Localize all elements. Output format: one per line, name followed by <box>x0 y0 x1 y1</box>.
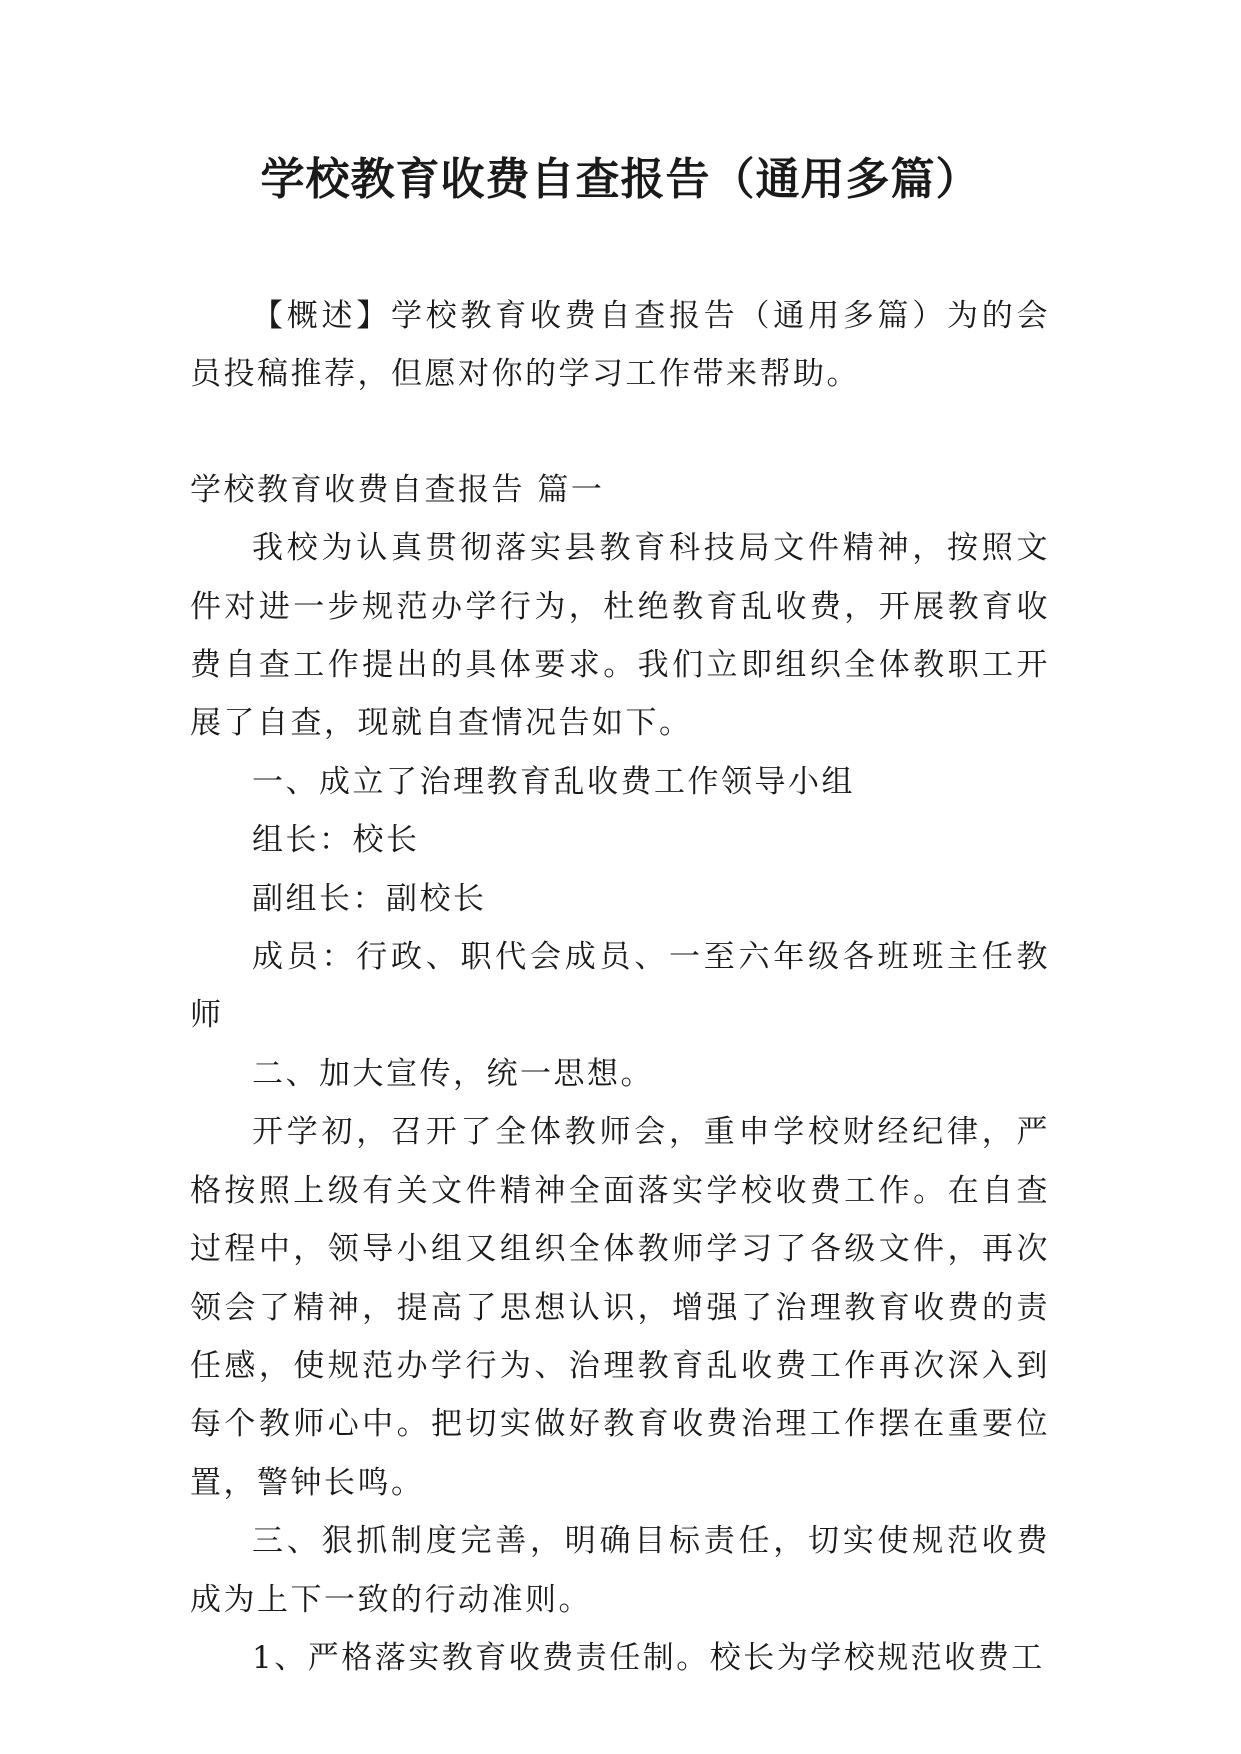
body-paragraph: 成员：行政、职代会成员、一至六年级各班班主任教师 <box>190 939 1050 1034</box>
body-paragraph: 1、严格落实教育收费责任制。校长为学校规范收费工 <box>252 1639 1045 1676</box>
summary-paragraph: 【概述】学校教育收费自查报告（通用多篇）为的会员投稿推荐，但愿对你的学习工作带来帮助。 <box>190 298 1050 393</box>
body-paragraph: 组长：校长 <box>252 822 420 859</box>
document-title: 学校教育收费自查报告（通用多篇） <box>260 154 981 205</box>
body-paragraph: 副组长：副校长 <box>252 880 487 917</box>
body-paragraph: 我校为认真贯彻落实县教育科技局文件精神，按照文件对进一步规范办学行为，杜绝教育乱收费，开展教育收费自查工作提出的具体要求。我们立即组织全体教职工开展了自查，现就自查情况告如下。 <box>190 530 1050 742</box>
body-paragraph: 一、成立了治理教育乱收费工作领导小组 <box>252 763 855 800</box>
section-heading: 学校教育收费自查报告 篇一 <box>190 471 605 508</box>
body-paragraph: 三、狠抓制度完善，明确目标责任，切实使规范收费成为上下一致的行动准则。 <box>190 1523 1050 1618</box>
document-body <box>190 287 1050 1687</box>
body-paragraph: 开学初，召开了全体教师会，重申学校财经纪律，严格按照上级有关文件精神全面落实学校收费工作。在自查过程中，领导小组又组织全体教师学习了各级文件，再次领会了精神，提高了思想认识，增强了治理教育收费的责任感，使规范办学行为、治理教育乱收费工作再次深入到每个教师心中。把切实做好教育收费治理工作摆在重要位置，警钟长鸣。 <box>190 1114 1050 1501</box>
body-paragraph: 二、加大宣传，统一思想。 <box>252 1055 654 1092</box>
